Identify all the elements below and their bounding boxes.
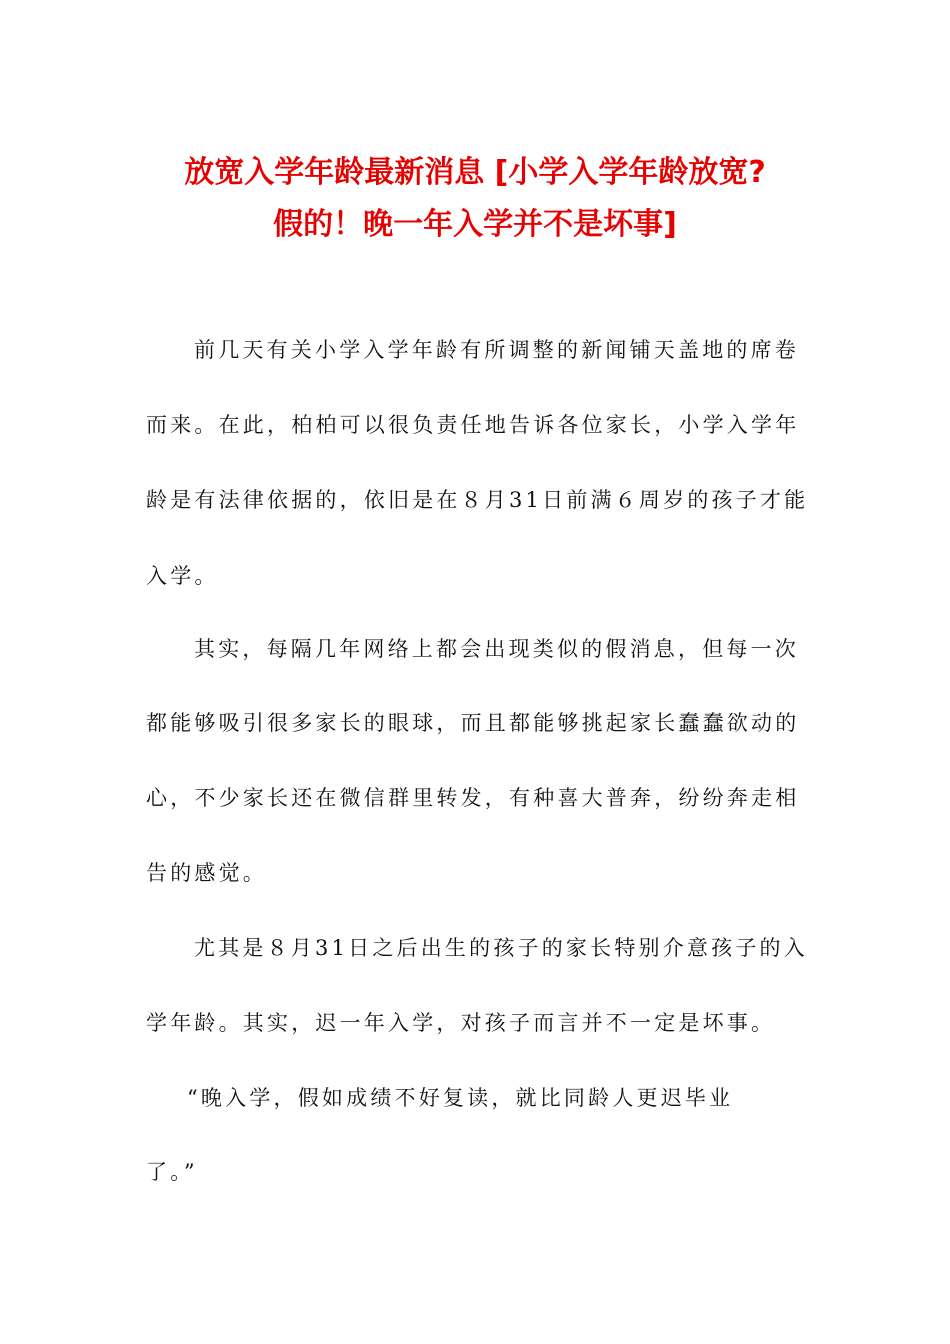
paragraph-line: 尤其是８月31日之后出生的孩子的家长特别介意孩子的入 <box>194 936 808 960</box>
paragraph-line: 学年龄。其实，迟一年入学，对孩子而言并不一定是坏事。 <box>146 1011 776 1035</box>
paragraph-line: 都能够吸引很多家长的眼球，而且都能够挑起家长蠢蠢欲动的 <box>146 711 800 735</box>
paragraph-line: 了。” <box>146 1160 198 1184</box>
paragraph-line: 其实，每隔几年网络上都会出现类似的假消息，但每一次 <box>194 637 799 661</box>
document-title-line-2: 假的！晚一年入学并不是坏事] <box>273 207 677 242</box>
paragraph-line: “晚入学，假如成绩不好复读，就比同龄人更迟毕业 <box>187 1086 734 1110</box>
paragraph-line: 心，不少家长还在微信群里转发，有种喜大普奔，纷纷奔走相 <box>146 786 800 810</box>
paragraph-line: 告的感觉。 <box>146 861 267 885</box>
paragraph-line: 前几天有关小学入学年龄有所调整的新闻铺天盖地的席卷 <box>194 338 799 362</box>
paragraph-line: 龄是有法律依据的，依旧是在８月31日前满６周岁的孩子才能 <box>146 488 809 512</box>
paragraph-line: 入学。 <box>146 564 219 588</box>
document-title-line-1: 放宽入学年龄最新消息 [小学入学年龄放宽? <box>184 155 766 190</box>
paragraph-line: 而来。在此，柏柏可以很负责任地告诉各位家长，小学入学年 <box>146 413 800 437</box>
